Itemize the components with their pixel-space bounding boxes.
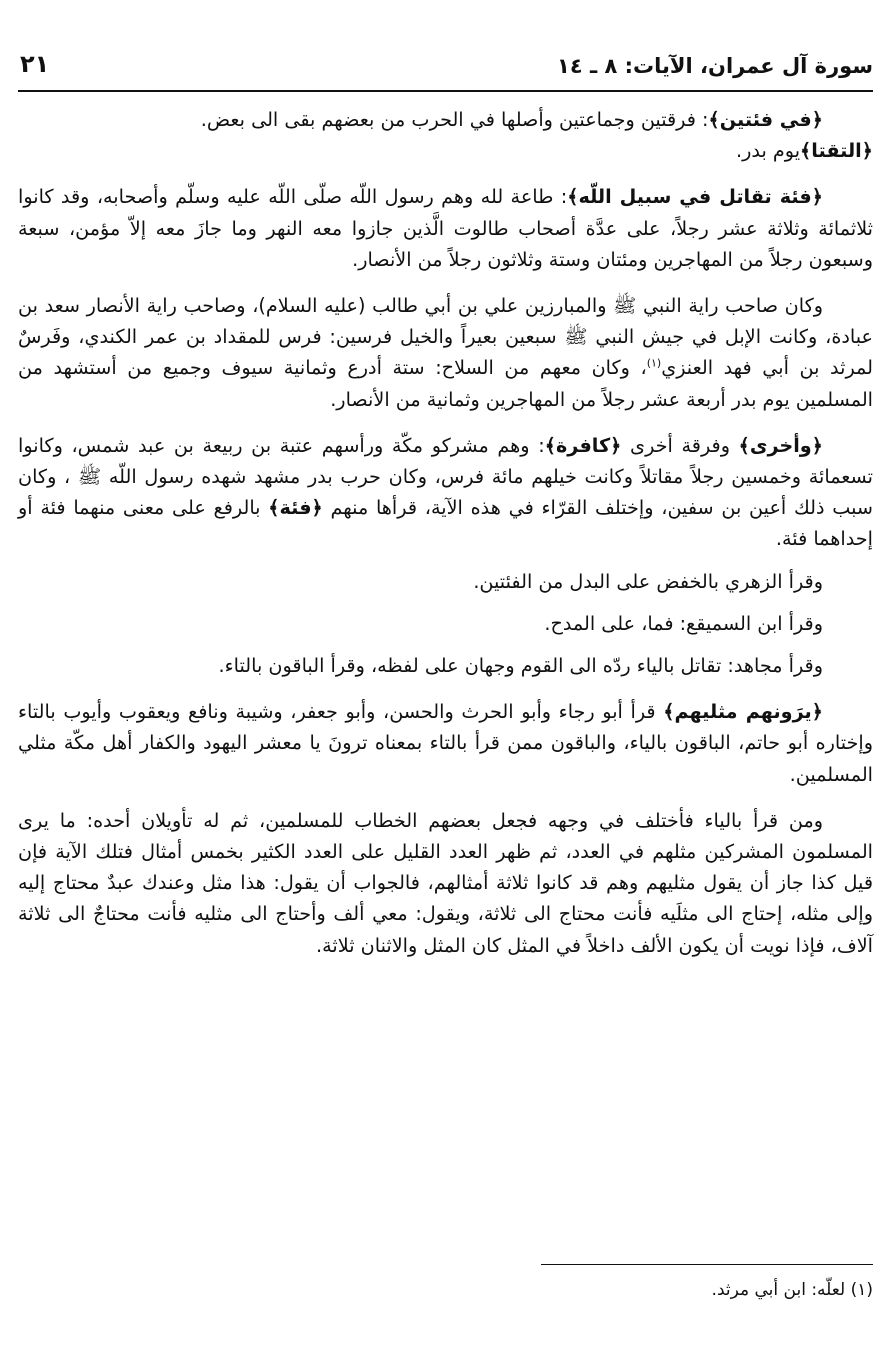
paragraph-bil-ya	[18, 805, 873, 961]
paragraph-text: : وهم مشركو مكّة ورأسهم عتبة بن ربيعة بن عبد شمس، وكانوا تسعمائة وخمسين رجلاً مقاتلاً وكانت خيلهم مائة فرس، وكان حرب بدر مشهد شهده رسول اللّه ﷺ ، وكان سبب ذلك أعين بن سفين، وإختلف القرّاء في هذه الآية، قرأها منهم	[18, 433, 873, 520]
footnote: (١) لعلّه: ابن أبي مرثد.	[711, 1280, 873, 1300]
main-text	[18, 104, 873, 961]
paragraph-yarawnahum	[18, 696, 873, 790]
quran-term: ﴿في فئتين﴾	[708, 108, 823, 131]
paragraph-zuhri	[18, 566, 873, 597]
running-head: سورة آل عمران، الآيات: ٨ ـ ١٤	[557, 54, 873, 78]
page	[18, 46, 873, 1300]
paragraph-text: وقرأ ابن السميقع: فما، على المدح.	[544, 611, 823, 635]
paragraph-text: : طاعة لله وهم رسول اللّه صلّى اللّه عليه وسلّم وأصحابه، وقد كانوا ثلاثمائة وثلاثة عشر رجلاً، على عدَّة أصحاب طالوت الَّذين جازوا معه النهر وما جازَ معه إلاّ مؤمن، سبعة وسبعون رجلاً من المهاجرين ومئتان وستة وثلاثون رجلاً من الأنصار.	[18, 185, 873, 271]
paragraph-iltaqata	[18, 135, 873, 166]
paragraph-text: : فرقتين وجماعتين وأصلها في الحرب من بعضهم بقى الى بعض.	[200, 108, 709, 131]
page-number: ٢١	[20, 50, 50, 78]
paragraph-text: قرأ أبو رجاء وأبو الحرث والحسن، وأبو جعفر، وشيبة ونافع ويعقوب وأيوب بالتاء وإختاره أبو حاتم، الباقون بالياء، والباقون ممن قرأ بالتاء بمعناه ترونَ يا معشر اليهود والكفار أهل مكّة مثلي المسلمين.	[18, 700, 873, 786]
paragraph-samayqa	[18, 608, 873, 639]
paragraph-text: ، وكان معهم من السلاح: ستة أدرع وثمانية سيوف وجميع من أستشهد من المسلمين يوم بدر أربعة عشر رجلاً من المهاجرين وثمانية من الأنصار.	[18, 356, 873, 411]
paragraph-mujahid	[18, 650, 873, 681]
footnote-divider	[541, 1264, 873, 1265]
quran-term: ﴿التقتا﴾	[800, 139, 873, 163]
paragraph-text: وكان صاحب راية النبي ﷺ والمبارزين علي بن أبي طالب (عليه السلام)، وصاحب راية الأنصار سعد بن عبادة، وكانت الإبل في جيش النبي ﷺ سبعين بعيراً والخيل فرسين: فرس للمقداد بن عمر الكندي، وفَرسٌ لمرثد بن أبي فهد العنزي	[18, 294, 873, 380]
paragraph-text: يوم بدر.	[736, 139, 801, 163]
paragraph-text: بالرفع على معنى منهما فئة أو إحداهما فئة.	[18, 496, 873, 551]
paragraph-text: وقرأ مجاهد: تقاتل بالياء ردّه الى القوم وجهان على لفظه، وقرأ الباقون بالتاء.	[218, 654, 823, 678]
quran-term: ﴿يرَونهم مثليهم﴾	[663, 700, 823, 724]
paragraph-text: ومن قرأ بالياء فأختلف في وجهه فجعل بعضهم الخطاب للمسلمين، ثم له تأويلان أحده: ما يرى المسلمون المشركين مثلهم في العدد، ثم ظهر العدد القليل على العدد الكثير بخمس أمثال فتلك الآية فإن قيل كذا جاز أن يقول مثليهم وهم قد كانوا ثلاثة أمثالهم، فالجواب أن يقول: هذا مثل وعندك عبدٌ محتاج إليه وإلى مثله، إحتاج الى مثلَيه فأنت محتاج الى ثلاثة، ويقول: معي ألف وأحتاج الى مثليه فأنت محتاجٌ الى ثلاثة آلاف، فإذا نويت أن يكون الألف داخلاً في المثل كان المثل والاثنان ثلاثة.	[18, 808, 873, 957]
page-header	[18, 46, 873, 92]
quran-term: ﴿فئة تقاتل في سبيل اللّه﴾	[567, 185, 823, 209]
paragraph-text: وقرأ الزهري بالخفض على البدل من الفئتين.	[473, 569, 823, 593]
quran-term: ﴿فئة﴾	[268, 496, 323, 520]
quran-term: ﴿وأخرى﴾	[738, 433, 823, 457]
paragraph-fiah-tuqatil	[18, 181, 873, 275]
quran-term: ﴿كافرة﴾	[544, 433, 622, 457]
paragraph-fi-fiatayn	[18, 104, 873, 135]
paragraph-banner-holder	[18, 290, 873, 415]
paragraph-ukhra	[18, 430, 873, 555]
footnote-marker: (١)	[646, 357, 662, 371]
paragraph-text: وفرقة أخرى	[621, 433, 739, 457]
